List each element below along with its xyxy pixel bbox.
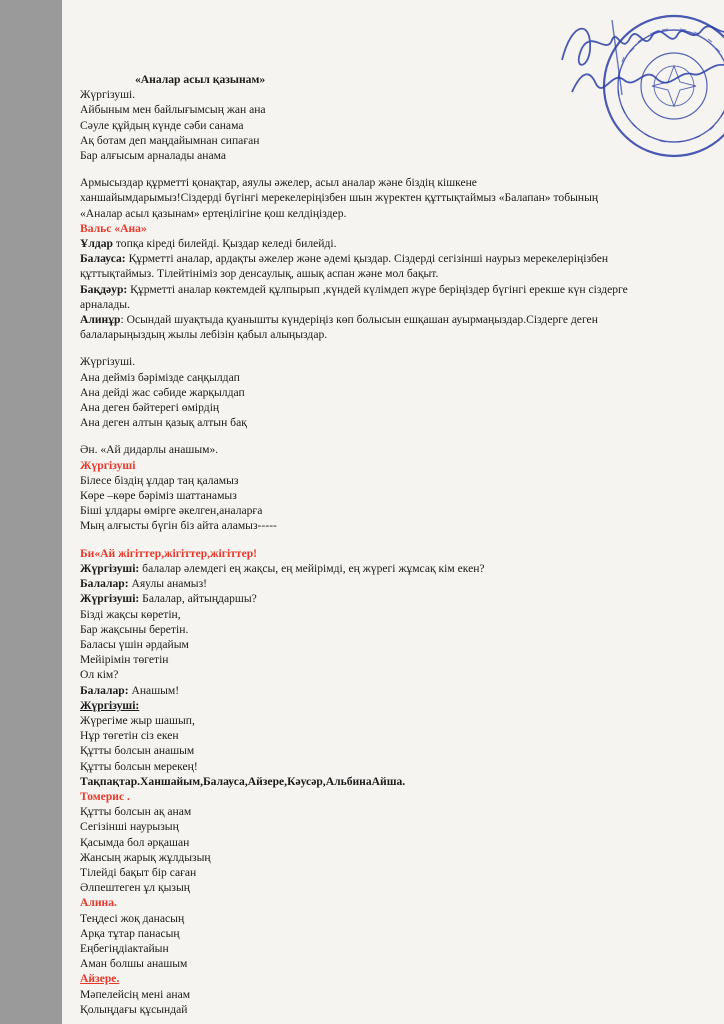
speech-text: Құрметті аналар көктемдей құлпырып ,күндей күлімдеп жүре беріңіздер бүгінгі ерекше күн сіздерге арналады. (80, 282, 628, 311)
speech-paragraph (80, 251, 680, 281)
dialogue-text: Аяулы анамыз! (128, 577, 208, 591)
dialogue-text: Балалар, айтыңдаршы? (139, 592, 257, 606)
speech-text: Құрметті аналар, ардақты әжелер және әдемі қыздар. Сіздерді сегізінші наурыз мерекелеріңізбен құттықтаймыз. Тілейтініміз зор денсаулық, ашық аспан және мол бақыт. (80, 252, 609, 281)
poem-line: Ана дейдi жас сәбиде жарқылдап (80, 385, 245, 399)
poem-line: Ана деймiз бәрiмiзде саңқылдап (80, 370, 240, 384)
poem-line: Жүрегіме жыр шашып, (80, 713, 195, 727)
speaker-name: Жүргізуші: (80, 592, 140, 606)
poem-line: Мың алғысты бүгін біз айта аламыз----- (80, 519, 277, 533)
dialogue-line (80, 561, 680, 576)
stage-direction (80, 236, 680, 251)
poem-line: Құтты болсын анашым (80, 744, 195, 758)
poem-line: Теңдесі жоқ данасың (80, 911, 185, 925)
poem-line: Сәуле құйдың күнде сәби санама (80, 118, 244, 132)
dialogue-text: Анашым! (128, 683, 180, 697)
speaker-name: Балалар: (80, 683, 129, 697)
poem-line: Құтты болсын ақ анам (80, 805, 192, 819)
performer-name: Алина. (80, 896, 117, 910)
poem-line: Ана деген бәйтерегi өмiрдiң (80, 401, 220, 415)
speech-paragraph (80, 312, 680, 342)
speaker-name: Жүргізуші: (80, 561, 140, 575)
riddle-line: Ол кім? (80, 668, 119, 682)
poem-line: Құтты болсын мерекең! (80, 759, 198, 773)
poem-line: Білесе біздің ұлдар таң қаламыз (80, 473, 239, 487)
riddle-line: Бар жақсыны беретін. (80, 622, 189, 636)
dance-title: Би«Ай жігіттер,жігіттер,жігіттер! (80, 546, 258, 560)
poem-line: Нұр төгетін сіз екен (80, 729, 179, 743)
welcome-line: «Аналар асыл қазынам» ертеңілігіне қош келдіңіздер. (80, 206, 347, 220)
performer-name: Айзере. (80, 972, 120, 986)
dance-title: Вальс «Ана» (80, 221, 147, 235)
song-title: Ән. «Ай дидарлы анашым». (80, 443, 219, 457)
poem-line: Тілейді бақыт бір саған (80, 865, 197, 879)
poem-line: Әлпештеген ұл қызың (80, 881, 190, 895)
poem-line: Еңбегіңдіактайын (80, 941, 169, 955)
speech-paragraph (80, 282, 680, 312)
poem-line: Ақ ботам деп маңдайымнан сипаған (80, 133, 260, 147)
dialogue-line (80, 591, 680, 606)
document-page (62, 0, 724, 1024)
performers-list: Тақпақтар.Ханшайым,Балауса,Айзере,Кәусәр,АльбинаАйша. (80, 774, 406, 788)
poem-line: Бар алғысым арналады анама (80, 149, 227, 163)
performer-name: Томерис . (80, 789, 130, 803)
poem-line: Көре –көре бәріміз шаттанамыз (80, 489, 237, 503)
poem-line: Қолыңдағы құсындай (80, 1002, 188, 1016)
dialogue-line (80, 576, 680, 591)
poem-line: Айбыным мен байлығымсың жан ана (80, 103, 266, 117)
welcome-line: Армысыздар құрметті қонақтар, аяулы әжелер, асыл аналар және біздің кішкене (80, 176, 477, 190)
poem-line: Сегізінші наурызың (80, 820, 179, 834)
speaker-label: Жүргізуші (80, 458, 136, 472)
poem-line: Ана деген алтын қазық алтын бақ (80, 416, 247, 430)
document-title: «Аналар асыл қазынам» (135, 73, 266, 86)
dialogue-text: балалар әлемдегі ең жақсы, ең мейірімді, ең жүрегі жұмсақ кім екен? (139, 561, 485, 575)
speaker-label: Жүргізуші. (80, 88, 136, 102)
poem-line: Біші ұлдары өмірге әкелген,аналарға (80, 504, 263, 518)
riddle-line: Мейірімін төгетін (80, 653, 169, 667)
poem-line: Жансың жарық жұлдызың (80, 850, 211, 864)
poem-line: Қасымда бол әрқашан (80, 835, 190, 849)
speaker-name: Балалар: (80, 577, 129, 591)
riddle-line: Бізді жақсы көретін, (80, 607, 181, 621)
speaker-name: Балауса: (80, 252, 126, 266)
speaker-name: Алинұр (80, 313, 121, 327)
document-body (80, 72, 680, 1017)
speech-text: : Осындай шуақтыда қуанышты күндеріңіз көп болысын ешқашан ауырмаңыздар.Сіздерге деген балаларыңыздың жылы лебізін қабыл алыңыздар. (80, 313, 598, 342)
poem-line: Арқа тұтар панасың (80, 926, 180, 940)
riddle-line: Баласы үшін әрдайым (80, 637, 189, 651)
speaker-label: Жүргізуші: (80, 698, 140, 712)
dialogue-line (80, 683, 680, 698)
speaker-name: Бақдәур: (80, 282, 128, 296)
direction-text: топқа кіреді билейді. Қыздар келеді билейді. (113, 237, 337, 251)
role-label: Ұлдар (80, 237, 113, 251)
poem-line: Аман болшы анашым (80, 957, 188, 971)
welcome-line: ханшайымдарымыз!Сіздерді бүгінгі мерекелеріңізбен шын жүректен құттықтаймыз «Балапан» тобының (80, 191, 599, 205)
poem-line: Мәпелейсің мені анам (80, 987, 191, 1001)
speaker-label: Жүргізуші. (80, 355, 136, 369)
